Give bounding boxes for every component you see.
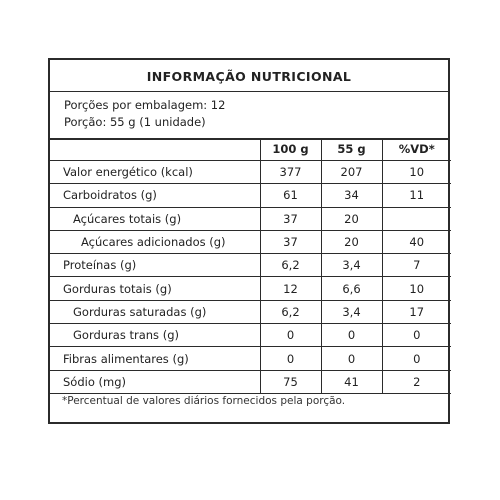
value-per-portion: 20 [321,230,382,253]
daily-value-percent: 10 [382,161,451,184]
nutrient-name: Gorduras saturadas (g) [49,300,260,323]
value-per-portion: 34 [321,184,382,207]
value-per-portion: 0 [321,324,382,347]
table-row [49,230,451,253]
table-row [49,300,451,323]
value-per-portion: 6,6 [321,277,382,300]
value-per-100g: 377 [260,161,321,184]
value-per-100g: 37 [260,207,321,230]
header-nutrient [49,138,260,161]
header-55g: 55 g [321,138,382,161]
nutrition-table [49,138,451,394]
nutrient-name: Valor energético (kcal) [49,161,260,184]
table-row [49,254,451,277]
nutrient-name: Gorduras trans (g) [49,324,260,347]
daily-value-percent: 7 [382,254,451,277]
title-divider [50,91,448,92]
value-per-100g: 6,2 [260,300,321,323]
nutrient-name: Carboidratos (g) [49,184,260,207]
table-row [49,277,451,300]
value-per-100g: 0 [260,347,321,370]
table-row [49,347,451,370]
nutrient-name: Sódio (mg) [49,370,260,393]
label-title: INFORMAÇÃO NUTRICIONAL [146,69,352,84]
table-row [49,161,451,184]
nutrient-name: Proteínas (g) [49,254,260,277]
daily-value-percent: 40 [382,230,451,253]
value-per-portion: 3,4 [321,254,382,277]
table-row [49,184,451,207]
value-per-100g: 61 [260,184,321,207]
value-per-100g: 37 [260,230,321,253]
table-row [49,324,451,347]
servings-per-package: Porções por embalagem: 12 [64,98,226,112]
value-per-portion: 41 [321,370,382,393]
value-per-portion: 3,4 [321,300,382,323]
nutrient-name: Fibras alimentares (g) [49,347,260,370]
value-per-portion: 207 [321,161,382,184]
header-100g: 100 g [260,138,321,161]
value-per-100g: 0 [260,324,321,347]
footnote: *Percentual de valores diários fornecidos pela porção. [62,395,346,407]
daily-value-percent: 0 [382,347,451,370]
serving-size: Porção: 55 g (1 unidade) [64,115,206,129]
daily-value-percent [382,207,451,230]
nutrition-facts-label [48,58,450,424]
table-row [49,370,451,393]
nutrient-name: Açúcares adicionados (g) [49,230,260,253]
daily-value-percent: 0 [382,324,451,347]
nutrient-name: Gorduras totais (g) [49,277,260,300]
value-per-portion: 20 [321,207,382,230]
value-per-portion: 0 [321,347,382,370]
value-per-100g: 75 [260,370,321,393]
table-row [49,207,451,230]
nutrient-name: Açúcares totais (g) [49,207,260,230]
daily-value-percent: 11 [382,184,451,207]
daily-value-percent: 10 [382,277,451,300]
table-header-row [49,138,451,161]
header-vd: %VD* [382,138,451,161]
value-per-100g: 12 [260,277,321,300]
daily-value-percent: 2 [382,370,451,393]
value-per-100g: 6,2 [260,254,321,277]
daily-value-percent: 17 [382,300,451,323]
